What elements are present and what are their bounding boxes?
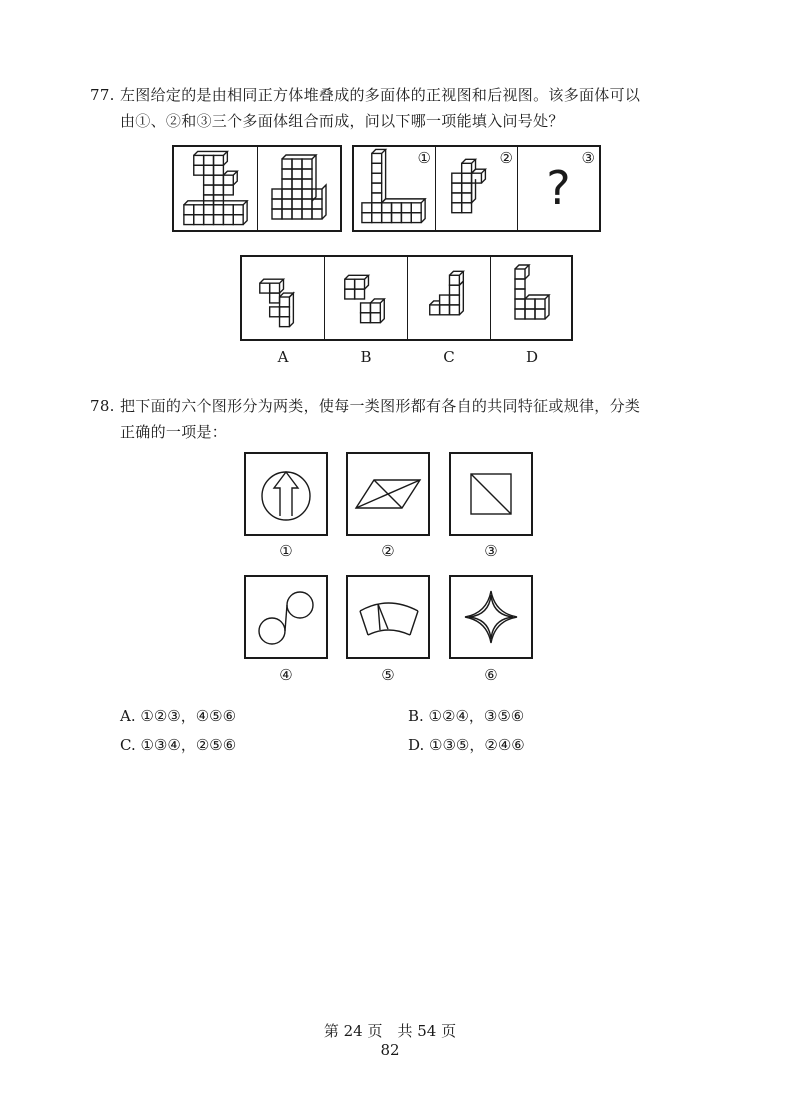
choice-d-label[interactable]: D <box>525 348 539 366</box>
figure-4-label: ④ <box>279 666 293 684</box>
two-circles-icon <box>246 577 326 657</box>
q77-part-2 <box>436 147 518 230</box>
part-2-label: ② <box>499 149 513 167</box>
q78-number: 78. <box>90 397 115 415</box>
front-view-cubes <box>174 147 257 230</box>
choice-a-label[interactable]: A <box>277 348 289 366</box>
part-1-label: ① <box>417 149 431 167</box>
figure-4 <box>244 575 328 659</box>
q77-view-box <box>172 145 342 232</box>
figure-6 <box>449 575 533 659</box>
four-point-star-icon <box>451 577 531 657</box>
circle-arrow-icon <box>246 454 326 534</box>
option-c[interactable]: C. ①③④，②⑤⑥ <box>120 736 237 754</box>
figure-3-label: ③ <box>484 542 498 560</box>
figure-1 <box>244 452 328 536</box>
q78-text-line2: 正确的一项是： <box>120 423 228 441</box>
unknown-part-question-mark: ? <box>546 161 571 215</box>
q77-text-line2: 由①、②和③三个多面体组合而成，问以下哪一项能填入问号处？ <box>120 112 564 130</box>
choice-d-figure[interactable] <box>491 257 571 339</box>
q78-text-line1: 把下面的六个图形分为两类，使每一类图形都有各自的共同特征或规律，分类 <box>120 397 641 415</box>
q77-choices-box <box>240 255 573 341</box>
choice-c-cubes <box>408 257 490 339</box>
choice-b-label[interactable]: B <box>360 348 372 366</box>
option-b[interactable]: B. ①②④，③⑤⑥ <box>408 707 525 725</box>
choice-d-cubes <box>491 257 571 339</box>
q77-part-1 <box>354 147 436 230</box>
parallelogram-icon <box>348 454 428 534</box>
arc-band-icon <box>348 577 428 657</box>
figure-5-label: ⑤ <box>381 666 395 684</box>
q77-back-view <box>258 147 340 230</box>
page-info: 第 24 页 共 54 页 <box>323 1022 457 1040</box>
page-number: 82 <box>380 1041 400 1059</box>
q77-part-3 <box>518 147 599 230</box>
choice-a-cubes <box>242 257 324 339</box>
option-d[interactable]: D. ①③⑤，②④⑥ <box>408 736 525 754</box>
back-view-cubes <box>258 147 340 230</box>
choice-a-figure[interactable] <box>242 257 325 339</box>
choice-b-cubes <box>325 257 407 339</box>
figure-6-label: ⑥ <box>484 666 498 684</box>
q77-text-line1: 左图给定的是由相同正方体堆叠成的多面体的正视图和后视图。该多面体可以 <box>120 86 641 104</box>
figure-3 <box>449 452 533 536</box>
q77-number: 77. <box>90 86 115 104</box>
square-diagonal-icon <box>451 454 531 534</box>
choice-b-figure[interactable] <box>325 257 408 339</box>
part-3-label: ③ <box>581 149 595 167</box>
q77-parts-box <box>352 145 601 232</box>
q77-front-view <box>174 147 258 230</box>
figure-2-label: ② <box>381 542 395 560</box>
figure-5 <box>346 575 430 659</box>
choice-c-figure[interactable] <box>408 257 491 339</box>
figure-2 <box>346 452 430 536</box>
figure-1-label: ① <box>279 542 293 560</box>
choice-c-label[interactable]: C <box>443 348 455 366</box>
option-a[interactable]: A. ①②③，④⑤⑥ <box>120 707 237 725</box>
